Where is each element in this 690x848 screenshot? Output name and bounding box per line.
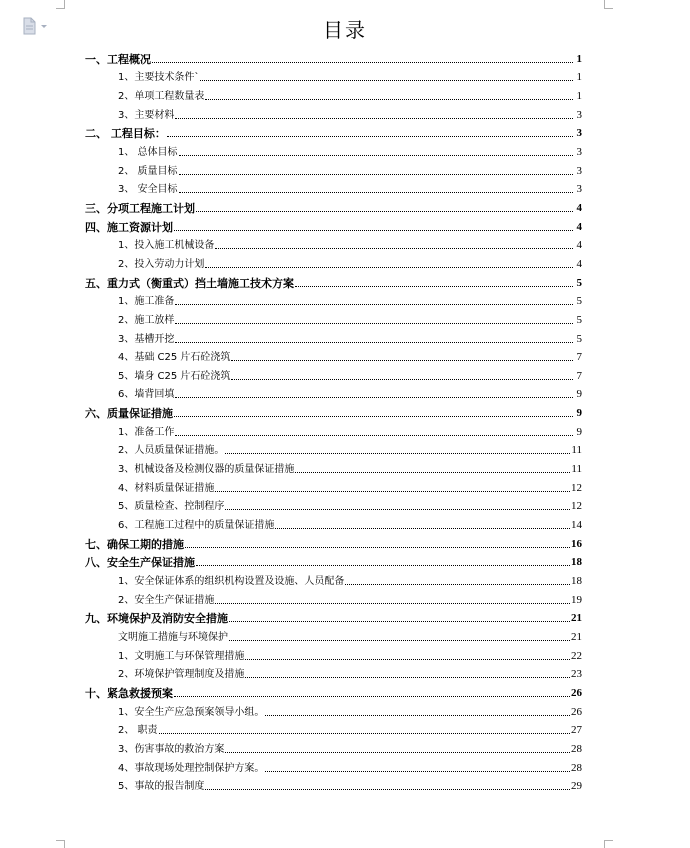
dot-leader (175, 118, 573, 119)
toc-entry-text: 5、质量检查、控制程序 (118, 501, 225, 513)
toc-entry-text: 1、施工准备 (118, 296, 175, 308)
toc-entry-text: 五、重力式（衡重式）挡土墙施工技术方案 (85, 276, 294, 290)
dot-leader (205, 99, 573, 100)
toc-subsection-entry[interactable] (85, 103, 582, 122)
toc-subsection-entry[interactable] (85, 569, 582, 588)
toc-page-number: 16 (571, 537, 582, 550)
toc-entry-text: 四、施工资源计划 (85, 220, 173, 234)
dot-leader (152, 62, 573, 63)
toc-page-number: 28 (571, 761, 582, 774)
toc-entry-text: 1、安全生产应急预案领导小组。 (118, 706, 265, 718)
dot-leader (179, 174, 573, 175)
dot-leader (196, 565, 570, 566)
toc-entry-text: 3、 安全目标 (118, 184, 178, 196)
toc-entry-text: 3、机械设备及检测仪器的质量保证措施 (118, 464, 295, 476)
dot-leader (200, 80, 573, 81)
toc-page-number: 9 (576, 425, 582, 438)
toc-page-number: 7 (576, 351, 582, 364)
toc-page-number: 4 (576, 257, 582, 270)
toc-page-number: 29 (571, 780, 582, 793)
toc-subsection-entry[interactable] (85, 420, 582, 439)
dot-leader (174, 416, 573, 417)
toc-subsection-entry[interactable] (85, 756, 582, 775)
toc-page-number: 9 (576, 407, 582, 420)
toc-entry-text: 文明施工措施与环境保护 (118, 632, 228, 643)
dot-leader (159, 733, 570, 734)
toc-subsection-entry[interactable] (85, 700, 582, 719)
toc-section-entry[interactable] (85, 551, 582, 570)
toc-subsection-entry[interactable] (85, 84, 582, 103)
toc-subsection-entry[interactable] (85, 625, 582, 644)
toc-entry-text: 1、准备工作 (118, 426, 175, 438)
toc-entry-text: 十、紧急救援预案 (85, 686, 173, 700)
dot-leader (175, 397, 573, 398)
toc-page-number: 4 (576, 220, 582, 233)
toc-section-entry[interactable] (85, 196, 582, 215)
toc-entry-text: 2、投入劳动力计划 (118, 258, 205, 270)
toc-subsection-entry[interactable] (85, 383, 582, 402)
dot-leader (205, 267, 573, 268)
toc-entry-text: 六、质量保证措施 (85, 407, 173, 421)
toc-page-number: 4 (576, 239, 582, 252)
toc-subsection-entry[interactable] (85, 364, 582, 383)
dot-leader (175, 304, 573, 305)
toc-page-number: 27 (571, 724, 582, 737)
toc-page-number: 18 (571, 556, 582, 569)
toc-entry-text: 2、施工放样 (118, 314, 175, 326)
toc-subsection-entry[interactable] (85, 346, 582, 365)
crop-mark (604, 840, 613, 841)
toc-subsection-entry[interactable] (85, 178, 582, 197)
crop-mark (56, 8, 65, 9)
toc-subsection-entry[interactable] (85, 308, 582, 327)
toc-page-number: 3 (576, 127, 582, 140)
crop-mark (56, 840, 65, 841)
toc-entry-text: 三、分项工程施工计划 (85, 201, 195, 215)
crop-mark (64, 0, 65, 8)
toc-page-number: 3 (576, 108, 582, 121)
page-title: 目录 (323, 18, 367, 42)
toc-subsection-entry[interactable] (85, 439, 582, 458)
toc-page-number: 7 (576, 369, 582, 382)
toc-entry-text: 2、单项工程数量表 (118, 90, 205, 102)
dot-leader (174, 230, 573, 231)
dot-leader (175, 323, 573, 324)
toc-section-entry[interactable] (85, 215, 582, 234)
toc-entry-text: 2、安全生产保证措施 (118, 594, 215, 606)
toc-entry-text: 6、墙背回填 (118, 389, 175, 401)
toc-section-entry[interactable] (85, 401, 582, 420)
dot-leader (205, 789, 570, 790)
toc-page-number: 18 (571, 575, 582, 588)
toc-page-number: 11 (571, 463, 582, 476)
toc-subsection-entry[interactable] (85, 644, 582, 663)
toc-page-number: 5 (576, 313, 582, 326)
toc-page-number: 1 (576, 52, 582, 65)
toc-entry-text: 3、伤害事故的救治方案 (118, 743, 225, 755)
toc-page-number: 9 (576, 388, 582, 401)
dot-leader (265, 771, 570, 772)
dot-leader (215, 491, 570, 492)
toc-section-entry[interactable] (85, 681, 582, 700)
toc-section-entry[interactable] (85, 47, 582, 66)
dot-leader (167, 136, 573, 137)
toc-section-entry[interactable] (85, 532, 582, 551)
toc-subsection-entry[interactable] (85, 513, 582, 532)
toc-entry-text: 6、工程施工过程中的质量保证措施 (118, 520, 275, 532)
dot-leader (179, 155, 573, 156)
toc-entry-text: 3、基槽开挖 (118, 333, 175, 345)
dot-leader (231, 360, 573, 361)
dot-leader (265, 715, 570, 716)
toc-page-number: 26 (571, 705, 582, 718)
toc-subsection-entry[interactable] (85, 234, 582, 253)
toc-page-number: 3 (576, 183, 582, 196)
toc-page-number: 1 (576, 71, 582, 84)
dot-leader (229, 621, 570, 622)
toc-subsection-entry[interactable] (85, 140, 582, 159)
dot-leader (229, 640, 570, 641)
toc-subsection-entry[interactable] (85, 737, 582, 756)
toc-entry-text: 2、 职责 (118, 725, 158, 737)
toc-entry-text: 1、文明施工与环保管理措施 (118, 650, 245, 662)
toc-subsection-entry[interactable] (85, 159, 582, 178)
dot-leader (215, 248, 573, 249)
dot-leader (295, 472, 570, 473)
toc-page-number: 5 (576, 332, 582, 345)
dot-leader (185, 547, 570, 548)
toc-entry-text: 1、安全保证体系的组织机构设置及设施、人员配备 (118, 576, 345, 588)
toc-subsection-entry[interactable] (85, 663, 582, 682)
dot-leader (175, 435, 573, 436)
crop-mark (64, 840, 65, 848)
toc-page-number: 28 (571, 742, 582, 755)
dot-leader (245, 677, 570, 678)
toc-entry-text: 一、工程概况 (85, 52, 151, 66)
toc-section-entry[interactable] (85, 271, 582, 290)
toc-entry-text: 1、投入施工机械设备 (118, 240, 215, 252)
toc-entry-text: 七、确保工期的措施 (85, 537, 184, 551)
table-of-contents (85, 47, 582, 793)
toc-subsection-entry[interactable] (85, 775, 582, 794)
toc-entry-text: 八、安全生产保证措施 (85, 556, 195, 570)
toc-page-number: 14 (571, 519, 582, 532)
toc-entry-text: 2、人员质量保证措施。 (118, 445, 225, 457)
toc-section-entry[interactable] (85, 122, 582, 141)
dot-leader (215, 603, 570, 604)
toc-entry-text: 1、主要技术条件` (118, 72, 200, 84)
toc-page-number: 12 (571, 481, 582, 494)
dot-leader (179, 192, 573, 193)
dot-leader (175, 342, 573, 343)
dot-leader (174, 696, 570, 697)
toc-subsection-entry[interactable] (85, 495, 582, 514)
toc-subsection-entry[interactable] (85, 290, 582, 309)
toc-section-entry[interactable] (85, 607, 582, 626)
toc-entry-text: 4、事故现场处理控制保护方案。 (118, 762, 265, 774)
dot-leader (345, 584, 570, 585)
toc-subsection-entry[interactable] (85, 66, 582, 85)
dot-leader (295, 286, 573, 287)
dot-leader (231, 379, 573, 380)
toc-entry-text: 九、环境保护及消防安全措施 (85, 612, 228, 626)
toc-page-number: 4 (576, 201, 582, 214)
dot-leader (196, 211, 573, 212)
toc-page-number: 26 (571, 686, 582, 699)
toc-entry-text: 4、材料质量保证措施 (118, 482, 215, 494)
toc-subsection-entry[interactable] (85, 327, 582, 346)
toc-page-number: 22 (571, 649, 582, 662)
dot-leader (245, 659, 570, 660)
toc-subsection-entry[interactable] (85, 719, 582, 738)
toc-entry-text: 1、 总体目标 (118, 146, 178, 158)
toc-page-number: 21 (571, 612, 582, 625)
crop-mark (604, 8, 613, 9)
crop-mark (604, 0, 605, 8)
toc-page-number: 11 (571, 444, 582, 457)
toc-entry-text: 4、基础 C25 片石砼浇筑 (118, 352, 231, 364)
dot-leader (225, 509, 570, 510)
toc-page-number: 3 (576, 164, 582, 177)
toc-entry-text: 5、事故的报告制度 (118, 781, 205, 793)
dot-leader (275, 528, 570, 529)
dot-leader (225, 453, 570, 454)
crop-mark (604, 840, 605, 848)
toc-subsection-entry[interactable] (85, 457, 582, 476)
toc-entry-text: 2、 质量目标 (118, 165, 178, 177)
toc-subsection-entry[interactable] (85, 252, 582, 271)
toc-page-number: 3 (576, 145, 582, 158)
dot-leader (225, 752, 570, 753)
toc-subsection-entry[interactable] (85, 588, 582, 607)
toc-page-number: 21 (571, 631, 582, 643)
toc-page-number: 19 (571, 593, 582, 606)
toc-page-number: 5 (576, 276, 582, 289)
toc-entry-text: 3、主要材料 (118, 109, 175, 121)
toc-page-number: 1 (576, 89, 582, 102)
toc-subsection-entry[interactable] (85, 476, 582, 495)
toc-page-number: 5 (576, 295, 582, 308)
toc-entry-text: 2、环境保护管理制度及措施 (118, 669, 245, 681)
toc-page-number: 12 (571, 500, 582, 513)
toc-page-number: 23 (571, 668, 582, 681)
toc-entry-text: 二、 工程目标： (85, 127, 166, 141)
toc-entry-text: 5、墙身 C25 片石砼浇筑 (118, 370, 231, 382)
